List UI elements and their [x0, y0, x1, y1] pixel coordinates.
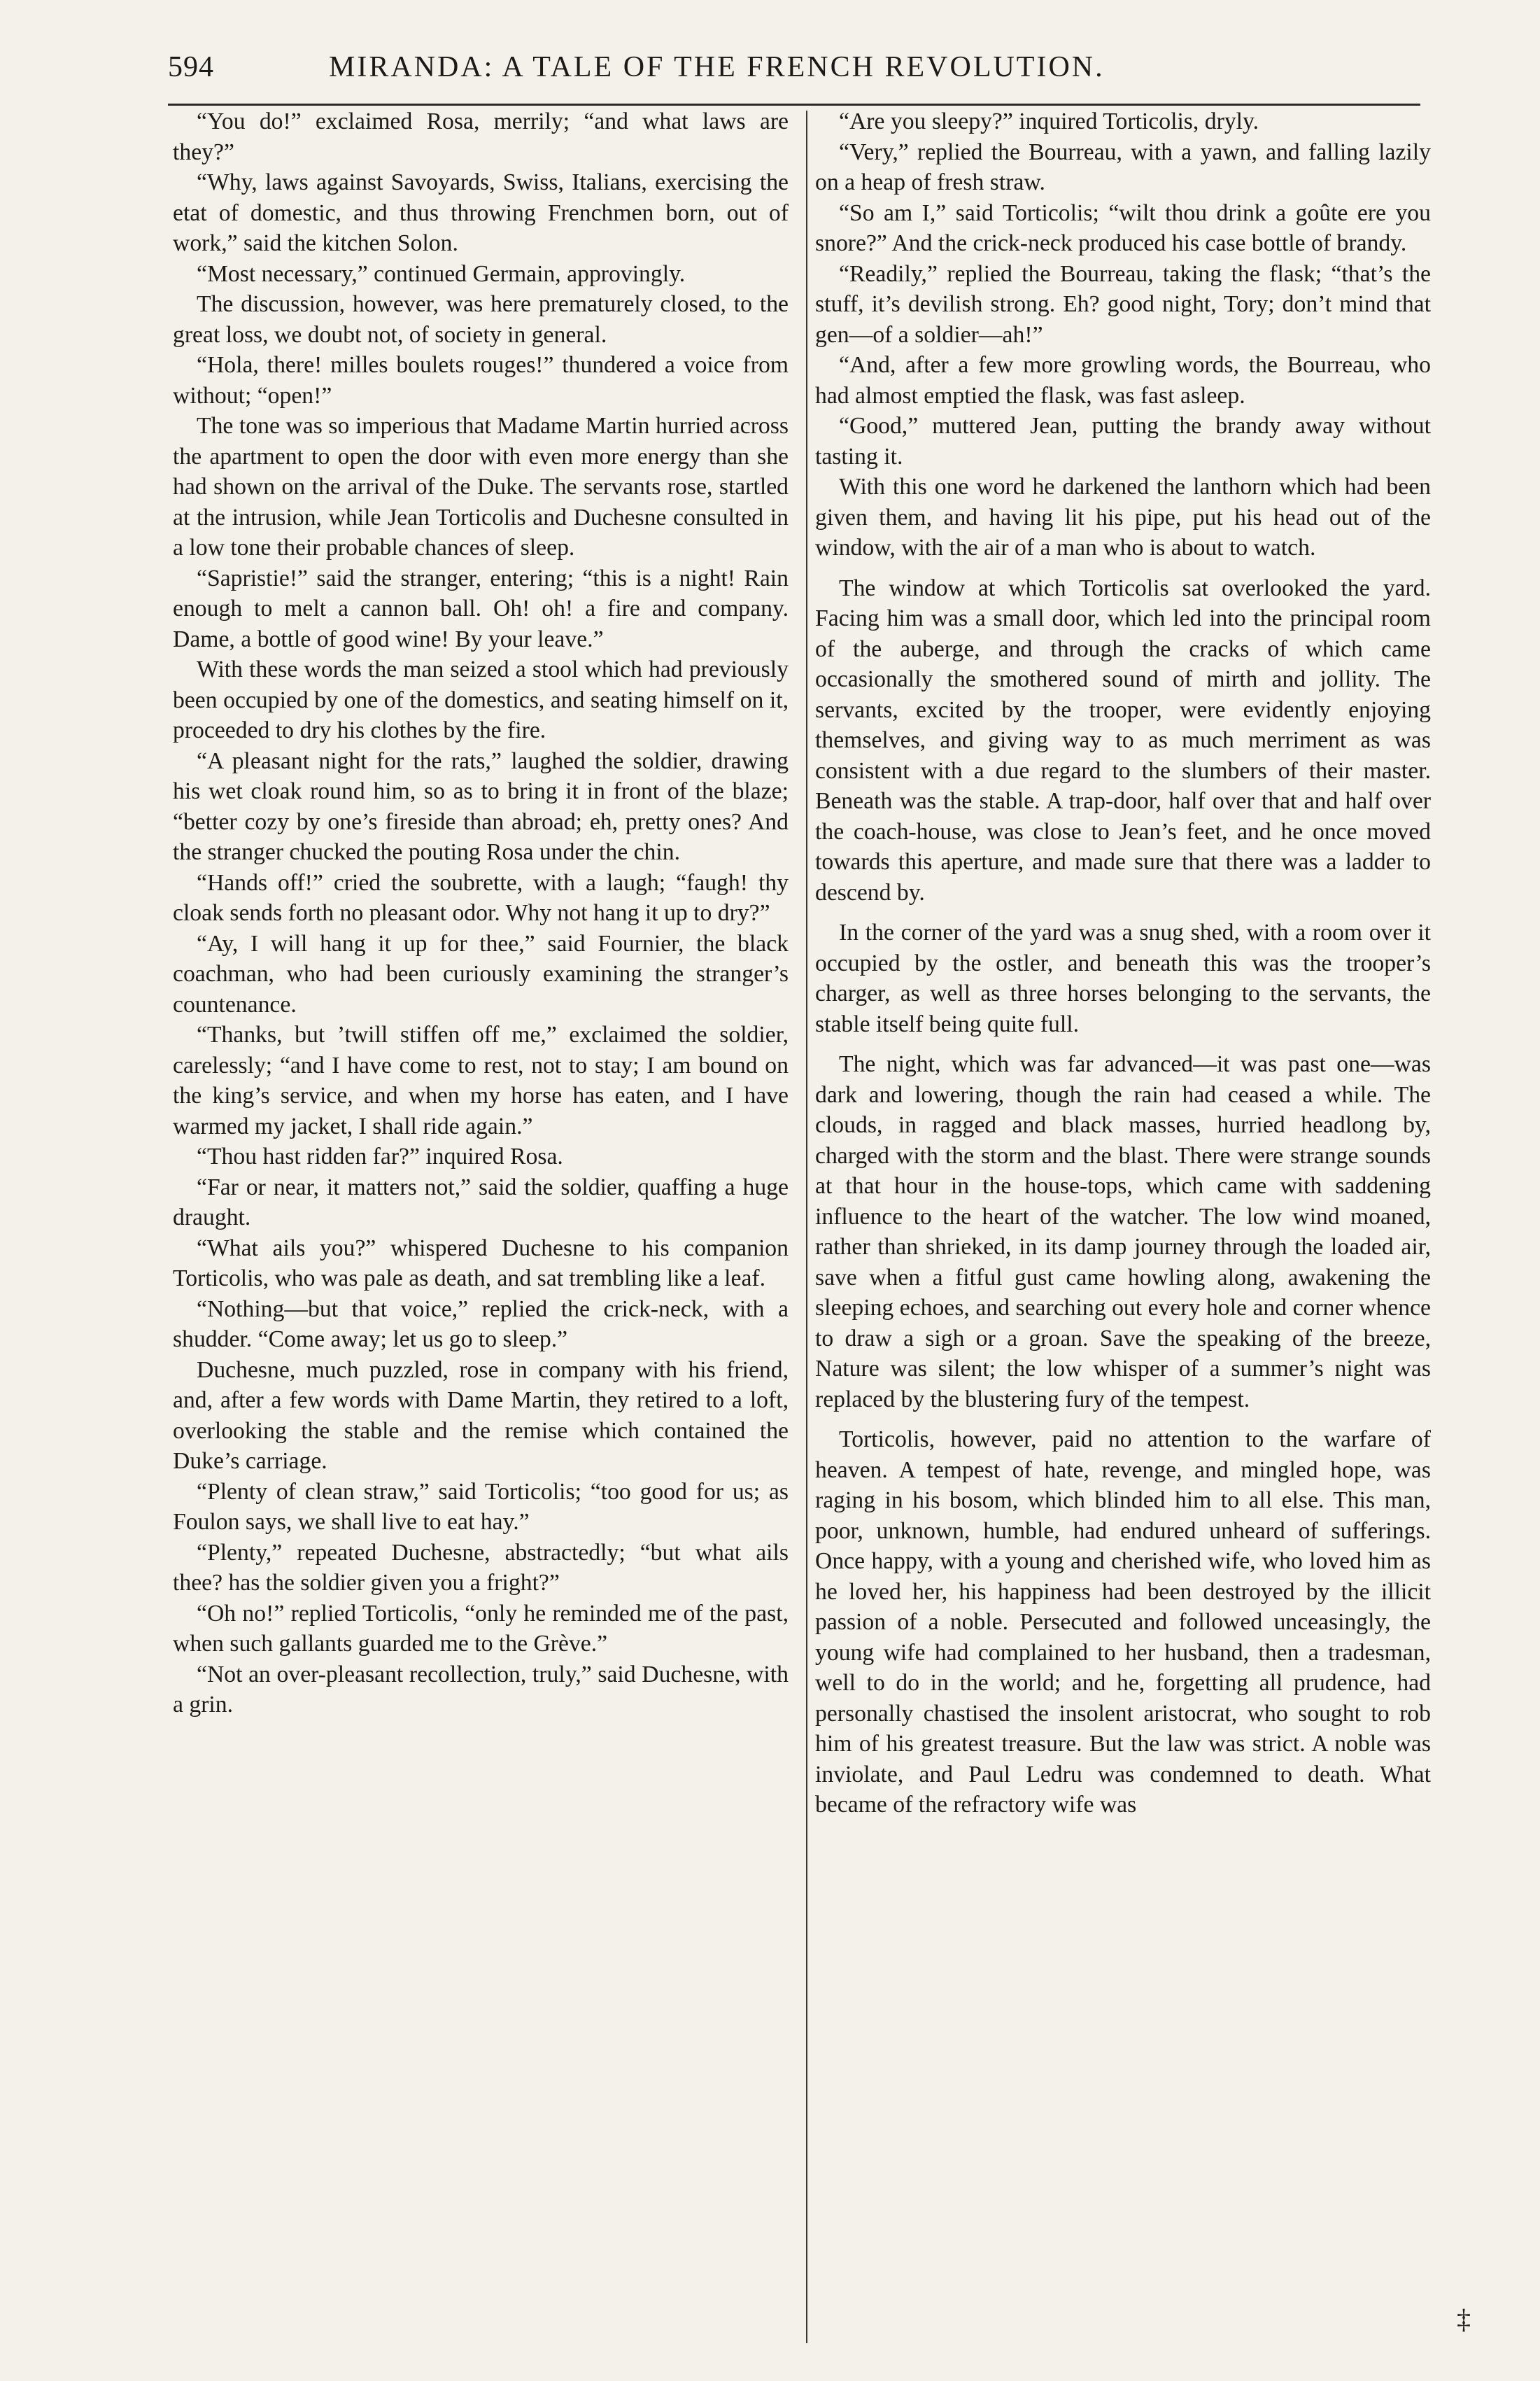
column-divider: [806, 111, 807, 2343]
paragraph: The night, which was far advanced—it was past one—was dark and lowering, though the rain had ceased a while. The clouds, in ragged and black masses, hurried headlong by, charged with the storm and the blast. There were strange sounds at that hour in the house-tops, which came with saddening influence to the heart of the watcher. The low wind moaned, rather than shrieked, in its damp journey through the loaded air, save when a fitful gust came howling along, awakening the sleeping echoes, and searching out every hole and corner whence to draw a sigh or a groan. Save the speaking of the breeze, Nature was silent; the low whisper of a summer’s night was replaced by the blustering fury of the tempest.: [815, 1051, 1431, 1412]
header-rule: [168, 104, 1420, 106]
paragraph: “Good,” muttered Jean, putting the brandy away without tasting it.: [815, 413, 1431, 470]
paragraph: “Why, laws against Savoyards, Swiss, Italians, exercising the etat of domestic, and thus throwing Frenchmen born, out of work,” said the kitchen Solon.: [173, 169, 789, 256]
paragraph: “So am I,” said Torticolis; “wilt thou drink a goûte ere you snore?” And the crick-neck produced his case bottle of brandy.: [815, 199, 1431, 256]
paragraph: Torticolis, however, paid no attention to the warfare of heaven. A tempest of hate, revenge, and mingled hope, was raging in his bosom, which blinded him to all else. This man, poor, unknown, humble, had endured unheard of sufferings. Once happy, with a young and cherished wife, who loved him as he loved her, his happiness had been destroyed by the illicit passion of a noble. Persecuted and followed unceasingly, the young wife had complained to her husband, then a tradesman, well to do in the world; and he, forgetting all prudence, had personally chastised the insolent aristocrat, who sought to rob him of his greatest treasure. But the law was strict. A noble was inviolate, and Paul Ledru was condemned to death. What became of the refractory wife was: [815, 1426, 1431, 1818]
page-header: [168, 50, 1420, 99]
paragraph: “Hands off!” cried the soubrette, with a laugh; “faugh! thy cloak sends forth no pleasant odor. Why not hang it up to dry?”: [173, 869, 789, 926]
signature-mark: ‡: [1457, 2303, 1471, 2335]
paragraph: “Not an over-pleasant recollection, truly,” said Duchesne, with a grin.: [173, 1661, 789, 1718]
paragraph: “Readily,” replied the Bourreau, taking the flask; “that’s the stuff, it’s devilish strong. Eh? good night, Tory; don’t mind that gen—of a soldier—ah!”: [815, 260, 1431, 348]
paragraph: “You do!” exclaimed Rosa, merrily; “and what laws are they?”: [173, 108, 789, 165]
paragraph: “Very,” replied the Bourreau, with a yawn, and falling lazily on a heap of fresh straw.: [815, 139, 1431, 195]
paragraph: “Plenty of clean straw,” said Torticolis; “too good for us; as Foulon says, we shall live to eat hay.”: [173, 1478, 789, 1535]
paragraph: “Thou hast ridden far?” inquired Rosa.: [197, 1144, 563, 1170]
paragraph: Duchesne, much puzzled, rose in company with his friend, and, after a few words with Dame Martin, they retired to a loft, overlooking the stable and the remise which contained the Duke’s carriage.: [173, 1356, 789, 1474]
paragraph: “Hola, there! milles boulets rouges!” thundered a voice from without; “open!”: [173, 352, 789, 409]
paragraph: With this one word he darkened the lanthorn which had been given them, and having lit his pipe, put his head out of the window, with the air of a man who is about to watch.: [815, 474, 1431, 561]
paragraph: “Ay, I will hang it up for thee,” said Fournier, the black coachman, who had been curiously examining the stranger’s countenance.: [173, 930, 789, 1018]
right-column: [815, 106, 1431, 1820]
paragraph: With these words the man seized a stool which had previously been occupied by one of the domestics, and seating himself on it, proceeded to dry his clothes by the fire.: [173, 656, 789, 743]
page-number: 594: [168, 51, 214, 83]
paragraph: “Plenty,” repeated Duchesne, abstractedly; “but what ails thee? has the soldier given you a fright?”: [173, 1539, 789, 1596]
paragraph: The discussion, however, was here prematurely closed, to the great loss, we doubt not, of society in general.: [173, 291, 789, 348]
paragraph: “Are you sleepy?” inquired Torticolis, dryly.: [839, 108, 1259, 134]
left-column: [173, 106, 789, 1720]
paragraph: “Most necessary,” continued Germain, approvingly.: [197, 260, 686, 287]
paragraph: “Far or near, it matters not,” said the soldier, quaffing a huge draught.: [173, 1174, 789, 1230]
paragraph: “Sapristie!” said the stranger, entering; “this is a night! Rain enough to melt a cannon ball. Oh! oh! a fire and company. Dame, a bottle of good wine! By your leave.”: [173, 565, 789, 652]
paragraph: “Nothing—but that voice,” replied the crick-neck, with a shudder. “Come away; let us go to sleep.”: [173, 1295, 789, 1352]
paragraph: “Thanks, but ’twill stiffen off me,” exclaimed the soldier, carelessly; “and I have come to rest, not to stay; I am bound on the king’s service, and when my horse has eaten, and I have warmed my jacket, I shall ride again.”: [173, 1022, 789, 1139]
paragraph: “And, after a few more growling words, the Bourreau, who had almost emptied the flask, was fast asleep.: [815, 352, 1431, 409]
paragraph: The window at which Torticolis sat overlooked the yard. Facing him was a small door, which led into the principal room of the auberge, and through the cracks of which came occasionally the smothered sound of mirth and jollity. The servants, excited by the trooper, were evidently enjoying themselves, and giving way to as much merriment as was consistent with a due regard to the slumbers of their master. Beneath was the stable. A trap-door, half over that and half over the coach-house, was close to Jean’s feet, and he once moved towards this aperture, and made sure that there was a ladder to descend by.: [815, 575, 1431, 906]
running-title: MIRANDA: A TALE OF THE FRENCH REVOLUTION.: [329, 51, 1105, 83]
paragraph: In the corner of the yard was a snug shed, with a room over it occupied by the ostler, and beneath this was the trooper’s charger, as well as three horses belonging to the servants, the stable itself being quite full.: [815, 920, 1431, 1037]
paragraph: “Oh no!” replied Torticolis, “only he reminded me of the past, when such gallants guarded me to the Grève.”: [173, 1600, 789, 1657]
paragraph: “What ails you?” whispered Duchesne to his companion Torticolis, who was pale as death, and sat trembling like a leaf.: [173, 1235, 789, 1291]
paragraph: The tone was so imperious that Madame Martin hurried across the apartment to open the door with even more energy than she had shown on the arrival of the Duke. The servants rose, startled at the intrusion, while Jean Torticolis and Duchesne consulted in a low tone their probable chances of sleep.: [173, 413, 789, 561]
paragraph: “A pleasant night for the rats,” laughed the soldier, drawing his wet cloak round him, so as to bring it in front of the blaze; “better cozy by one’s fireside than abroad; eh, pretty ones? And the stranger chucked the pouting Rosa under the chin.: [173, 747, 789, 865]
